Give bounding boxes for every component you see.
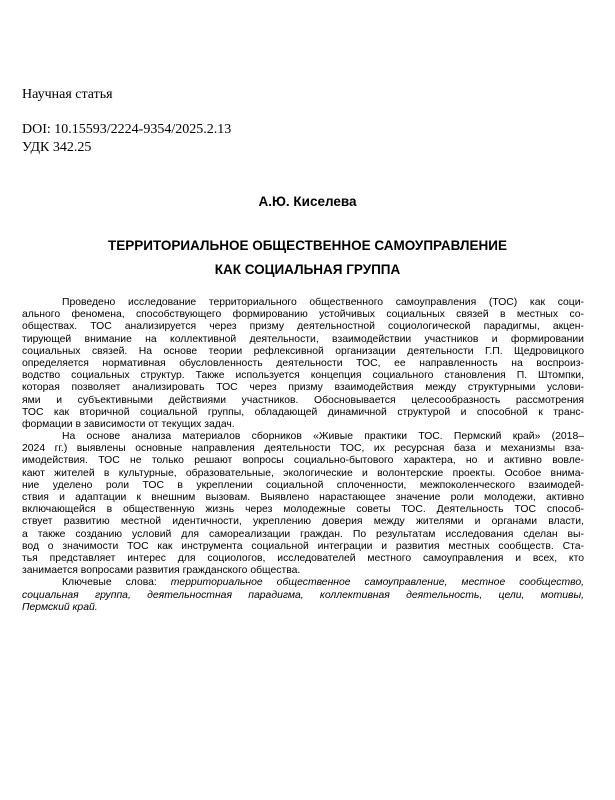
doi: DOI: 10.15593/2224-9354/2025.2.13	[22, 122, 232, 137]
abstract-line: которая позволяет анализировать ТОС через призму взаимодействия между структурными услови-	[22, 382, 584, 394]
abstract-line: занимается вопросами развития гражданского общества.	[22, 565, 301, 577]
abstract-line: обществах. ТОС анализируется через призму деятельностной социологической парадигмы, акцен-	[22, 321, 584, 333]
abstract-line: водство социальных структур. Также используется концепция социального становления П. Штомпки,	[22, 370, 584, 382]
abstract-line: ТОС как вторичной социальной группы, обладающей динамичной структурой и способной к транс-	[22, 406, 584, 418]
abstract-line: ние уделено роли ТОС в укреплении социальной сплоченности, межпоколенческого взаимодей-	[22, 479, 584, 491]
keywords-text: территориальное общественное самоуправление, местное сообщество,	[170, 577, 585, 589]
abstract-line: 2024 гг.) выявлены основные направления деятельности ТОС, их ресурсная база и механизмы вза-	[22, 443, 584, 455]
abstract-line: ями и субъективными действиями участников. Обосновывается целесообразность рассмотрения	[22, 394, 584, 406]
abstract-line: а также созданию условий для самореализации граждан. По результатам исследования сделан вы-	[22, 528, 584, 540]
keywords-line-1	[22, 577, 584, 589]
keywords-line-3: Пермский край.	[22, 601, 98, 613]
abstract-line: вод о значимости ТОС как инструмента социальной интеграции и развития местных сообществ. Ста-	[22, 540, 584, 552]
keywords-label: Ключевые слова:	[62, 577, 157, 589]
abstract-line: ального феномена, способствующего формированию устойчивых социальных связей в местных со-	[22, 309, 584, 321]
article-type: Научная статья	[22, 87, 113, 102]
abstract-line: имодействия. ТОС не только решают вопросы социально-бытового характера, но и активно вовле-	[22, 455, 584, 467]
abstract-line: ствует развитию местной идентичности, укреплению доверия между жителями и органами власти,	[22, 516, 584, 528]
abstract-line: ствия и адаптации к внешним вызовам. Выявлено нарастающее значение роли молодежи, активно	[22, 492, 584, 503]
abstract-line: кают жителей в культурные, образовательные, экологические и волонтерские проекты. Особое внима-	[22, 467, 584, 479]
abstract-line: тирующей внимание на коллективной деятельности, взаимодействии участников и формировании	[22, 333, 584, 345]
author-name: А.Ю. Киселева	[258, 194, 357, 209]
abstract-line: определяется нормативная обусловленность деятельности ТОС, ее направленность на воспроиз-	[22, 357, 584, 369]
abstract-line: Проведено исследование территориального общественного самоуправления (ТОС) как соци-	[62, 297, 584, 308]
abstract-line: тья представляет интерес для социологов, исследователей местного самоуправления и всех, кто	[22, 552, 584, 564]
abstract-line: На основе анализа материалов сборников «Живые практики ТОС. Пермский край» (2018–	[62, 431, 584, 443]
keywords-line-2: социальная группа, деятельностная парадигма, коллективная деятельность, цели, мотивы,	[22, 589, 584, 601]
abstract-line: включающейся в общественную жизнь через молодежные советы ТОС. Деятельность ТОС способ-	[22, 504, 584, 516]
title-line-2: КАК СОЦИАЛЬНАЯ ГРУППА	[214, 262, 401, 277]
abstract-line: социальных связей. На основе теории рефлексивной организации деятельности Г.П. Щедровицкого	[22, 345, 584, 357]
abstract-line: формации в зависимости от текущих задач.	[22, 418, 235, 430]
abstract	[22, 297, 584, 614]
title-line-1: ТЕРРИТОРИАЛЬНОЕ ОБЩЕСТВЕННОЕ САМОУПРАВЛЕНИЕ	[108, 238, 507, 253]
udk: УДК 342.25	[22, 140, 92, 155]
